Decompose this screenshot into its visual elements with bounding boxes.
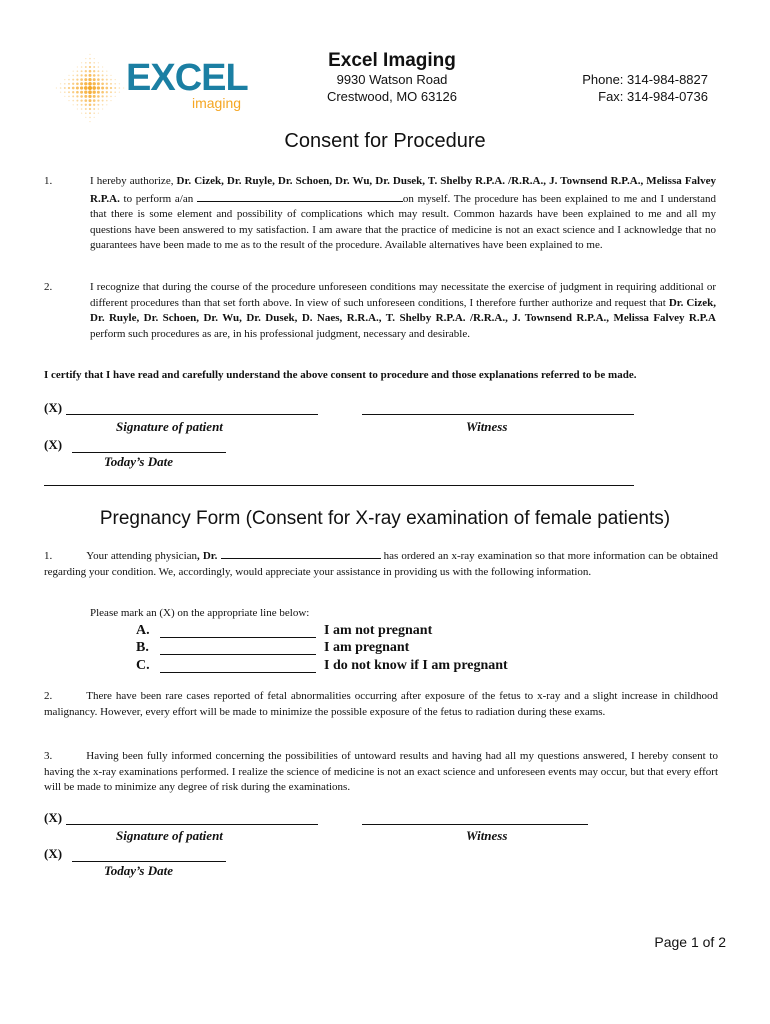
please-mark-instruction: Please mark an (X) on the appropriate line below: bbox=[90, 607, 310, 619]
page-number: Page 1 of 2 bbox=[654, 934, 726, 950]
x-mark-2: (X) bbox=[44, 810, 63, 825]
option-c-line[interactable] bbox=[160, 672, 316, 673]
fax-number: Fax: 314-984-0736 bbox=[598, 89, 708, 104]
patient-signature-line-2[interactable] bbox=[66, 824, 318, 825]
option-a-line[interactable] bbox=[160, 637, 316, 638]
pregnancy-item-1: 1. Your attending physician, Dr. has ordered an x-ray examination so that more information can be obtained regarding your condition. We, accordingly, would appreciate your assistance in providing us with the following information. bbox=[44, 547, 718, 580]
date-line-2[interactable] bbox=[72, 861, 226, 862]
consent-title: Consent for Procedure bbox=[284, 130, 486, 152]
phone-number: Phone: 314-984-8827 bbox=[582, 72, 708, 87]
option-b-letter: B. bbox=[136, 640, 149, 655]
consent-item-2-number: 2. bbox=[44, 281, 53, 293]
todays-date-label-2: Today’s Date bbox=[104, 863, 173, 878]
patient-signature-line[interactable] bbox=[66, 414, 318, 415]
witness-signature-line-2[interactable] bbox=[362, 824, 588, 825]
authorized-providers-2: Dr. Cizek, Dr. Ruyle, Dr. Schoen, Dr. Wu, Dr. Dusek, D. Naes, R.R.A., T. Shelby R.P.A. /R.R.A., J. Townsend R.P.A., Melissa Falvey R.P.A bbox=[90, 296, 717, 325]
consent-item-1-number: 1. bbox=[44, 175, 53, 187]
certify-statement: I certify that I have read and carefully understand the above consent to procedure and those explanations referred to be made. bbox=[44, 369, 637, 381]
todays-date-label: Today’s Date bbox=[104, 454, 173, 469]
company-logo bbox=[52, 50, 252, 126]
address-line-1: 9930 Watson Road bbox=[336, 72, 448, 87]
x-mark: (X) bbox=[44, 400, 63, 415]
signature-of-patient-label-2: Signature of patient bbox=[116, 828, 223, 843]
witness-label-2: Witness bbox=[466, 828, 508, 843]
physician-name-field[interactable] bbox=[221, 547, 381, 559]
address-line-2: Crestwood, MO 63126 bbox=[326, 89, 458, 104]
date-line[interactable] bbox=[72, 452, 226, 453]
company-name: Excel Imaging bbox=[328, 50, 456, 71]
pregnancy-item-3: 3. Having been fully informed concerning the possibilities of untoward results and having had all my questions answered, I hereby consent to having the x-ray examinations performed. I realize the science of medicine is not an exact science and unforeseen events may occur, but that every effort will be made to minimize any degree of risk during the examinations. bbox=[44, 750, 718, 794]
dot-burst-icon bbox=[52, 50, 132, 126]
witness-signature-line[interactable] bbox=[362, 414, 634, 415]
section-divider bbox=[44, 485, 634, 486]
pregnancy-title: Pregnancy Form (Consent for X-ray examination of female patients) bbox=[99, 508, 671, 529]
authorized-providers: Dr. Cizek, Dr. Ruyle, Dr. Schoen, Dr. Wu, Dr. Dusek, T. Shelby R.P.A. /R.R.A., J. Townsend R.P.A., Melissa Falvey R.P.A. bbox=[90, 175, 716, 205]
option-a-text: I am not pregnant bbox=[324, 623, 433, 638]
option-a-letter: A. bbox=[136, 623, 150, 638]
consent-item-2: I recognize that during the course of the procedure unforeseen conditions may necessitate the exercise of judgment in requiring additional or different procedures than that set forth above. In view of such unforeseen conditions, I therefore further authorize and request that Dr. Cizek, Dr. Ruyle, Dr. Schoen, Dr. Wu, Dr. Dusek, D. Naes, R.R.A., T. Shelby R.P.A. /R.R.A., J. Townsend R.P.A., Melissa Falvey R.P.A perform such procedures as are, in his professional judgment, necessary and desirable. bbox=[90, 281, 717, 340]
option-b-line[interactable] bbox=[160, 654, 316, 655]
pregnancy-item-2: 2. There have been rare cases reported of fetal abnormalities occurring after exposure of the fetus to x-ray and a slight increase in childhood malignancy. However, every effort will be made to minimize the possible exposure of the fetus to radiation during these exams. bbox=[44, 690, 718, 718]
option-c-text: I do not know if I am pregnant bbox=[324, 658, 508, 673]
procedure-field[interactable] bbox=[197, 190, 403, 202]
signature-of-patient-label: Signature of patient bbox=[116, 419, 223, 434]
consent-item-1: I hereby authorize, Dr. Cizek, Dr. Ruyle, Dr. Schoen, Dr. Wu, Dr. Dusek, T. Shelby R.P.A. /R.R.A., J. Townsend R.P.A., Melissa Falvey R.P.A. to perform a/an on myself. The procedure has been explained to me and I understand that there is some element and possibility of complications which may result. Common hazards have been explained to me and all my questions have been answered to my satisfaction. I am aware that the practice of medicine is not an exact science and I acknowledge that no guarantees have been made to me as to the result of the procedure. Available alternatives have been explained to me. bbox=[90, 175, 716, 252]
witness-label: Witness bbox=[466, 419, 508, 434]
option-c-letter: C. bbox=[136, 658, 150, 673]
logo-wordmark: EXCEL bbox=[126, 57, 248, 99]
x-mark-date: (X) bbox=[44, 437, 63, 452]
x-mark-date-2: (X) bbox=[44, 846, 63, 861]
logo-subtext: imaging bbox=[192, 95, 242, 111]
option-b-text: I am pregnant bbox=[324, 640, 410, 655]
